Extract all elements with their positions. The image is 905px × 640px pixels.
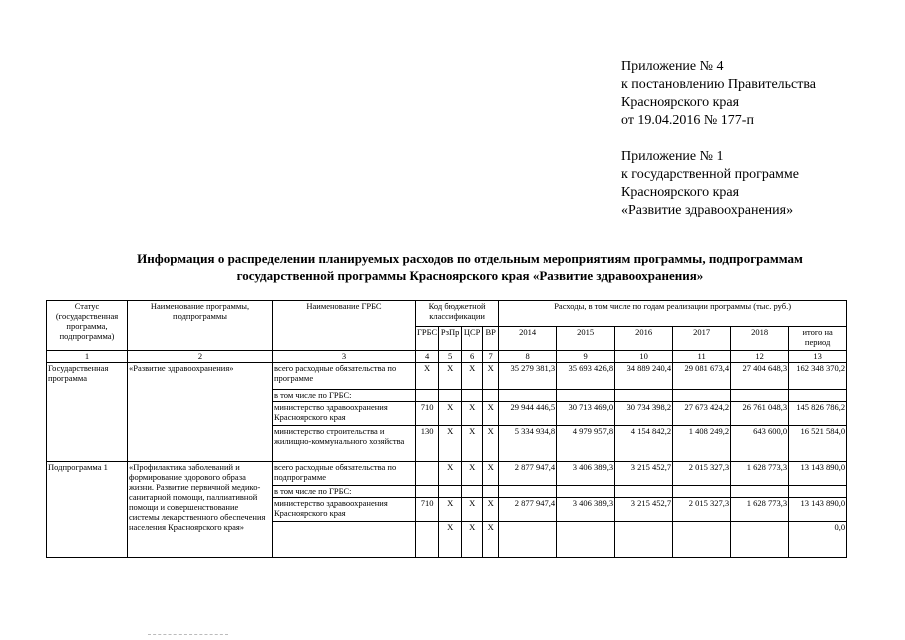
header-program-name: Наименование программы, подпрограммы — [128, 301, 273, 351]
code-cell: X — [462, 462, 483, 486]
value-cell — [557, 486, 615, 498]
value-cell: 30 734 398,2 — [615, 402, 673, 426]
code-cell: X — [439, 402, 462, 426]
column-number: 4 — [416, 351, 439, 363]
value-cell — [615, 522, 673, 558]
appendix-line: Приложение № 4 — [621, 59, 724, 74]
value-cell: 4 979 957,8 — [557, 426, 615, 462]
code-cell — [416, 390, 439, 402]
value-cell: 3 215 452,7 — [615, 498, 673, 522]
header-row — [47, 301, 847, 327]
column-number-row — [47, 351, 847, 363]
table-row — [47, 363, 847, 390]
value-cell: 30 713 469,0 — [557, 402, 615, 426]
value-cell: 29 081 673,4 — [673, 363, 731, 390]
code-cell: X — [483, 498, 499, 522]
value-cell: 5 334 934,8 — [499, 426, 557, 462]
header-status: Статус (государственная программа, подпрограмма) — [47, 301, 128, 351]
code-cell: X — [439, 462, 462, 486]
code-cell — [439, 486, 462, 498]
grbs-cell: министерство строительства и жилищно-коммунального хозяйства — [273, 426, 416, 462]
value-cell — [499, 486, 557, 498]
value-cell: 2 877 947,4 — [499, 462, 557, 486]
value-cell — [615, 390, 673, 402]
grbs-cell: министерство здравоохранения Красноярского края — [273, 402, 416, 426]
value-cell — [499, 390, 557, 402]
table-row — [47, 462, 847, 486]
column-number: 12 — [731, 351, 789, 363]
appendix-line: Красноярского края — [621, 95, 740, 110]
value-cell: 4 154 842,2 — [615, 426, 673, 462]
footnote-divider — [148, 634, 228, 636]
code-cell: X — [462, 426, 483, 462]
value-cell: 35 279 381,3 — [499, 363, 557, 390]
column-number: 10 — [615, 351, 673, 363]
value-cell: 2 015 327,3 — [673, 498, 731, 522]
total-cell: 16 521 584,0 — [789, 426, 847, 462]
code-cell — [462, 390, 483, 402]
code-cell: X — [483, 462, 499, 486]
header-code-col: ВР — [483, 327, 499, 351]
value-cell — [673, 486, 731, 498]
value-cell: 643 600,0 — [731, 426, 789, 462]
program-name-cell: «Профилактика заболеваний и формирование здорового образа жизни. Развитие первичной медико-санитарной помощи, паллиативной помощи и совершенствование системы лекарственного обеспечения населения Красноярского края» — [128, 462, 273, 558]
column-number: 6 — [462, 351, 483, 363]
value-cell: 27 404 648,3 — [731, 363, 789, 390]
value-cell: 35 693 426,8 — [557, 363, 615, 390]
code-cell: X — [462, 363, 483, 390]
code-cell: X — [416, 363, 439, 390]
code-cell — [483, 390, 499, 402]
header-total: итого на период — [789, 327, 847, 351]
expense-table — [46, 300, 847, 558]
value-cell — [673, 522, 731, 558]
column-number: 5 — [439, 351, 462, 363]
code-cell: 130 — [416, 426, 439, 462]
code-cell: X — [483, 363, 499, 390]
value-cell: 1 408 249,2 — [673, 426, 731, 462]
code-cell: X — [439, 522, 462, 558]
total-cell: 145 826 786,2 — [789, 402, 847, 426]
total-cell: 0,0 — [789, 522, 847, 558]
code-cell: X — [462, 522, 483, 558]
value-cell: 34 889 240,4 — [615, 363, 673, 390]
grbs-cell: в том числе по ГРБС: — [273, 486, 416, 498]
value-cell — [673, 390, 731, 402]
code-cell: 710 — [416, 402, 439, 426]
appendix-line: к государственной программе — [621, 167, 799, 182]
total-cell: 162 348 370,2 — [789, 363, 847, 390]
code-cell — [416, 522, 439, 558]
value-cell: 3 215 452,7 — [615, 462, 673, 486]
code-cell: X — [483, 402, 499, 426]
code-cell: X — [483, 522, 499, 558]
header-code-col: ЦСР — [462, 327, 483, 351]
code-cell: X — [439, 363, 462, 390]
header-grbs-name: Наименование ГРБС — [273, 301, 416, 351]
value-cell — [557, 390, 615, 402]
grbs-cell: всего расходные обязательства по программе — [273, 363, 416, 390]
appendix-line: Красноярского края — [621, 185, 740, 200]
total-cell: 13 143 890,0 — [789, 498, 847, 522]
grbs-cell — [273, 522, 416, 558]
value-cell: 1 628 773,3 — [731, 498, 789, 522]
header-year: 2015 — [557, 327, 615, 351]
appendix-line: от 19.04.2016 № 177-п — [621, 113, 754, 128]
column-number: 8 — [499, 351, 557, 363]
value-cell: 26 761 048,3 — [731, 402, 789, 426]
total-cell — [789, 486, 847, 498]
appendix-block — [621, 58, 816, 220]
header-expenses: Расходы, в том числе по годам реализации программы (тыс. руб.) — [499, 301, 847, 327]
column-number: 2 — [128, 351, 273, 363]
code-cell: X — [483, 426, 499, 462]
code-cell: 710 — [416, 498, 439, 522]
grbs-cell: всего расходные обязательства по подпрограмме — [273, 462, 416, 486]
value-cell: 27 673 424,2 — [673, 402, 731, 426]
header-code-col: ГРБС — [416, 327, 439, 351]
value-cell: 2 015 327,3 — [673, 462, 731, 486]
code-cell — [439, 390, 462, 402]
column-number: 11 — [673, 351, 731, 363]
code-cell: X — [439, 426, 462, 462]
document-title — [70, 250, 870, 284]
value-cell — [615, 486, 673, 498]
value-cell — [499, 522, 557, 558]
title-line-1: Информация о распределении планируемых расходов по отдельным мероприятиям программы, подпрограммам — [137, 251, 803, 266]
value-cell: 1 628 773,3 — [731, 462, 789, 486]
header-year: 2018 — [731, 327, 789, 351]
header-year: 2016 — [615, 327, 673, 351]
appendix-line: Приложение № 1 — [621, 149, 724, 164]
value-cell: 3 406 389,3 — [557, 462, 615, 486]
status-cell: Государственная программа — [47, 363, 128, 462]
value-cell — [731, 486, 789, 498]
grbs-cell: министерство здравоохранения Красноярского края — [273, 498, 416, 522]
title-line-2: государственной программы Красноярского края «Развитие здравоохранения» — [236, 268, 704, 283]
value-cell — [731, 522, 789, 558]
column-number: 13 — [789, 351, 847, 363]
code-cell — [416, 486, 439, 498]
column-number: 3 — [273, 351, 416, 363]
value-cell: 3 406 389,3 — [557, 498, 615, 522]
code-cell — [483, 486, 499, 498]
code-cell: X — [439, 498, 462, 522]
code-cell — [462, 486, 483, 498]
value-cell — [731, 390, 789, 402]
header-year: 2014 — [499, 327, 557, 351]
total-cell — [789, 390, 847, 402]
program-name-cell: «Развитие здравоохранения» — [128, 363, 273, 462]
code-cell: X — [462, 402, 483, 426]
column-number: 1 — [47, 351, 128, 363]
grbs-cell: в том числе по ГРБС: — [273, 390, 416, 402]
header-year: 2017 — [673, 327, 731, 351]
value-cell: 29 944 446,5 — [499, 402, 557, 426]
column-number: 7 — [483, 351, 499, 363]
header-budget-code: Код бюджетной классификации — [416, 301, 499, 327]
header-code-col: РзПр — [439, 327, 462, 351]
code-cell: X — [462, 498, 483, 522]
total-cell: 13 143 890,0 — [789, 462, 847, 486]
column-number: 9 — [557, 351, 615, 363]
value-cell: 2 877 947,4 — [499, 498, 557, 522]
code-cell — [416, 462, 439, 486]
appendix-line: к постановлению Правительства — [621, 77, 817, 92]
value-cell — [557, 522, 615, 558]
appendix-line: «Развитие здравоохранения» — [621, 203, 794, 218]
status-cell: Подпрограмма 1 — [47, 462, 128, 558]
